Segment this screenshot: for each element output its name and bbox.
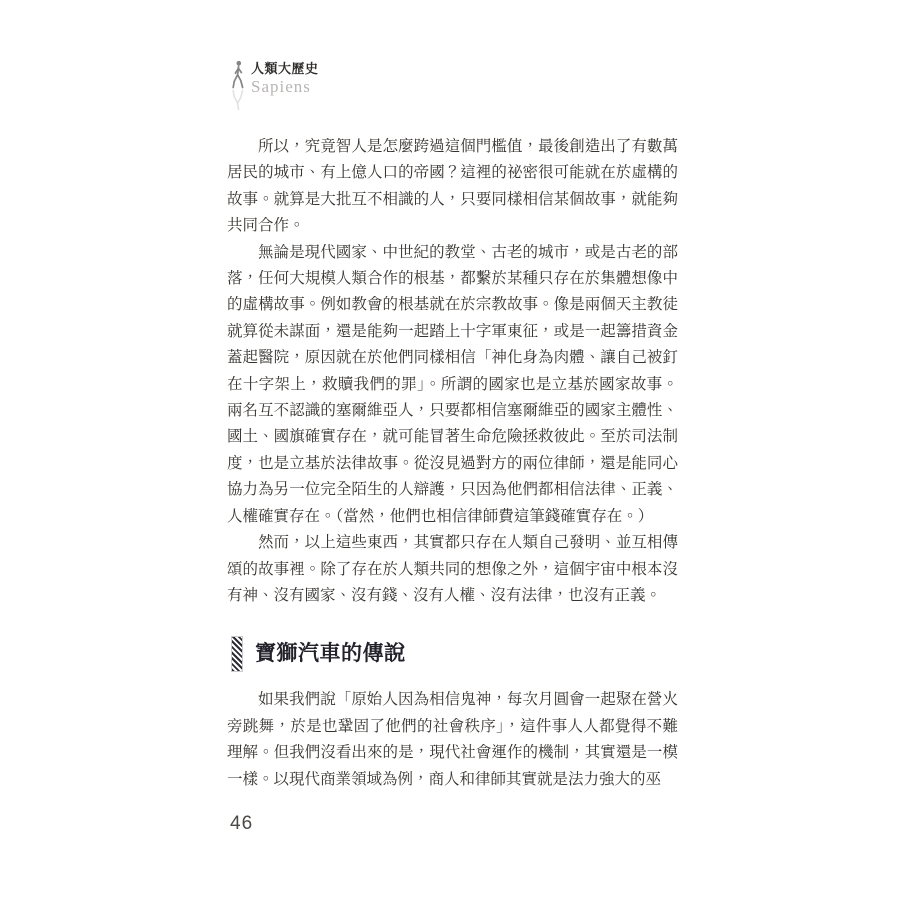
- logo-text: [251, 60, 319, 97]
- page-body: [227, 134, 678, 793]
- book-logo: [230, 60, 319, 112]
- paragraph-3: 然而，以上這些東西，其實都只存在人類自己發明、並互相傳頌的故事裡。除了存在於人類共同的想像之外，這個宇宙中根本沒有神、沒有國家、沒有錢、沒有人權、沒有法律，也沒有正義。: [227, 534, 678, 604]
- section-heading: [232, 636, 678, 671]
- paragraph-1: 所以，究竟智人是怎麼跨過這個門檻值，最後創造出了有數萬居民的城市、有上億人口的帝國？這裡的祕密很可能就在於虛構的故事。就算是大批互不相識的人，只要同樣相信某個故事，就能夠共同合作。: [227, 138, 678, 235]
- walking-person-icon: [230, 60, 247, 112]
- logo-title: 人類大歷史: [251, 61, 319, 76]
- paragraph-2: 無論是現代國家、中世紀的教堂、古老的城市，或是古老的部落，任何大規模人類合作的根基，都繫於某種只存在於集體想像中的虛構故事。例如教會的根基就在於宗教故事。像是兩個天主教徒就算從未謀面，還是能夠一起踏上十字軍東征，或是一起籌措資金蓋起醫院，原因就在於他們同樣相信「神化身為肉體、讓自己被釘在十字架上，救贖我們的罪」。所謂的國家也是立基於國家故事。兩名互不認識的塞爾維亞人，只要都相信塞爾維亞的國家主體性、國土、國旗確實存在，就可能冒著生命危險拯救彼此。至於司法制度，也是立基於法律故事。從沒見過對方的兩位律師，還是能同心協力為另一位完全陌生的人辯護，只因為他們都相信法律、正義、人權確實存在。（當然，他們也相信律師費這筆錢確實存在。）: [227, 243, 678, 525]
- section-heading-label: 寶獅汽車的傳說: [255, 641, 406, 666]
- logo-subtitle: Sapiens: [251, 77, 311, 96]
- page-number: 46: [230, 813, 254, 834]
- paragraph-4: 如果我們說「原始人因為相信鬼神，每次月圓會一起聚在營火旁跳舞，於是也鞏固了他們的社會秩序」，這件事人人都覺得不難理解。但我們沒看出來的是，現代社會運作的機制，其實還是一模一樣。以現代商業領域為例，商人和律師其實就是法力強大的巫: [227, 691, 678, 788]
- heading-ornament-bar-icon: [232, 637, 242, 671]
